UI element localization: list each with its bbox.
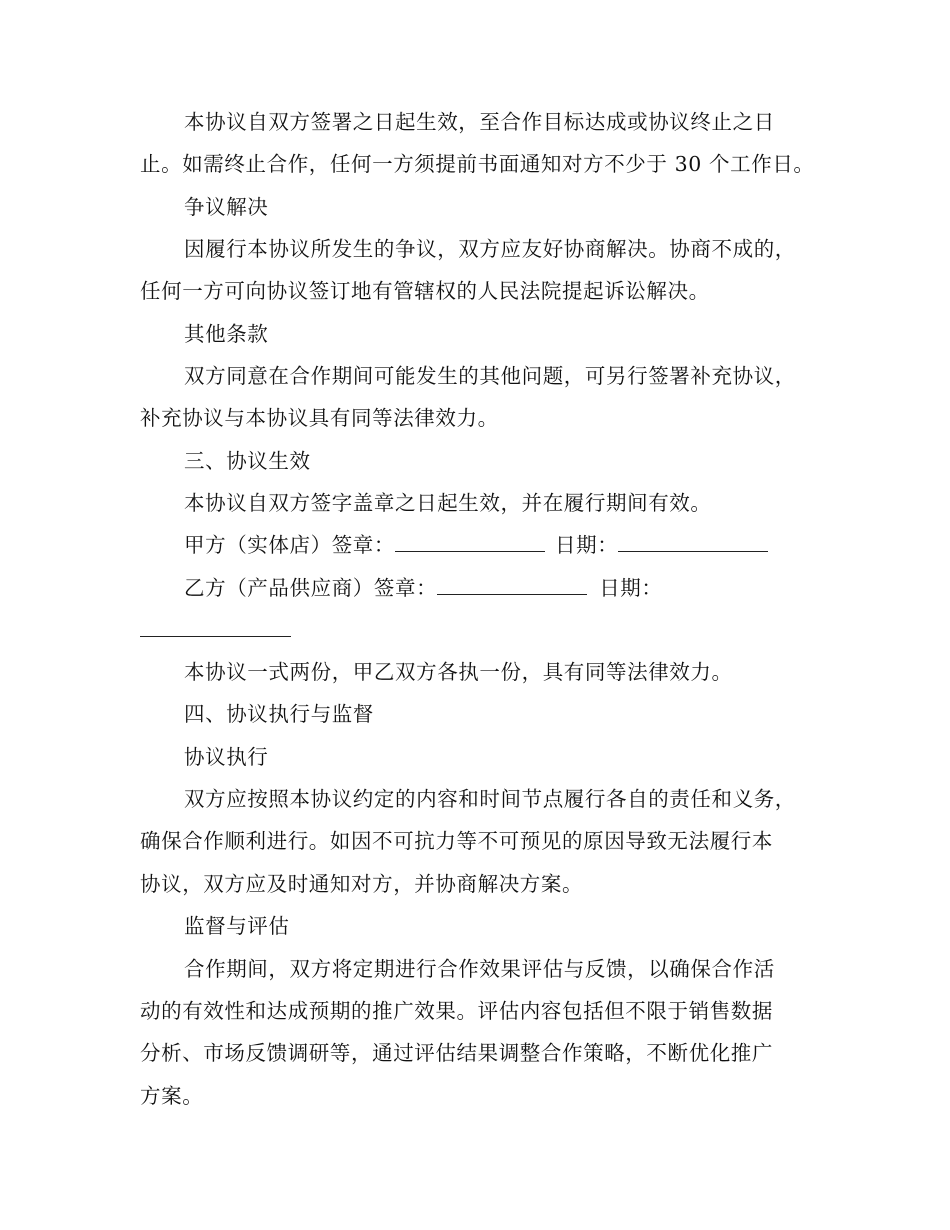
heading-supervision-evaluation: 监督与评估 (184, 914, 290, 938)
party-a-signature-blank (395, 550, 545, 552)
paragraph-other-line-1: 双方同意在合作期间可能发生的其他问题，可另行签署补充协议， (184, 364, 796, 388)
paragraph-execution-line-2: 确保合作顺利进行。如因不可抗力等不可预见的原因导致无法履行本 (140, 829, 773, 853)
heading-section-4: 四、协议执行与监督 (184, 702, 374, 726)
paragraph-effect-line-2: 止。如需终止合作，任何一方须提前书面通知对方不少于 30 个工作日。 (140, 152, 815, 176)
paragraph-other-line-2: 补充协议与本协议具有同等法律效力。 (140, 406, 499, 430)
paragraph-evaluation-line-1: 合作期间，双方将定期进行合作效果评估与反馈，以确保合作活 (184, 957, 775, 981)
heading-agreement-execution: 协议执行 (184, 745, 269, 769)
paragraph-execution-line-3: 协议，双方应及时通知对方，并协商解决方案。 (140, 872, 584, 896)
party-b-date-blank (140, 636, 291, 637)
paragraph-dispute-line-1: 因履行本协议所发生的争议，双方应友好协商解决。协商不成的， (184, 237, 796, 261)
paragraph-dispute-line-2: 任何一方可向协议签订地有管辖权的人民法院提起诉讼解决。 (140, 279, 710, 303)
paragraph-evaluation-line-4: 方案。 (140, 1084, 204, 1108)
heading-dispute-resolution: 争议解决 (184, 195, 269, 219)
paragraph-copies-line-1: 本协议一式两份，甲乙双方各执一份，具有同等法律效力。 (184, 660, 733, 684)
heading-section-3: 三、协议生效 (184, 449, 311, 473)
signature-line-party-a (184, 531, 768, 559)
paragraph-effect-line-1: 本协议自双方签署之日起生效，至合作目标达成或协议终止之日 (184, 110, 775, 134)
party-a-date-label: 日期： (555, 533, 619, 557)
party-a-date-blank (618, 550, 768, 552)
party-b-signature-label: 乙方（产品供应商）签章： (184, 576, 438, 600)
party-b-signature-blank (437, 593, 587, 595)
paragraph-execution-line-1: 双方应按照本协议约定的内容和时间节点履行各自的责任和义务， (184, 787, 796, 811)
party-b-date-label: 日期： (599, 576, 663, 600)
paragraph-evaluation-line-2: 动的有效性和达成预期的推广效果。评估内容包括但不限于销售数据 (140, 999, 773, 1023)
signature-line-party-b (184, 574, 663, 602)
paragraph-effective-line-1: 本协议自双方签字盖章之日起生效，并在履行期间有效。 (184, 491, 712, 515)
party-a-signature-label: 甲方（实体店）签章： (184, 533, 395, 557)
heading-other-terms: 其他条款 (184, 322, 269, 346)
paragraph-evaluation-line-3: 分析、市场反馈调研等，通过评估结果调整合作策略，不断优化推广 (140, 1041, 773, 1065)
